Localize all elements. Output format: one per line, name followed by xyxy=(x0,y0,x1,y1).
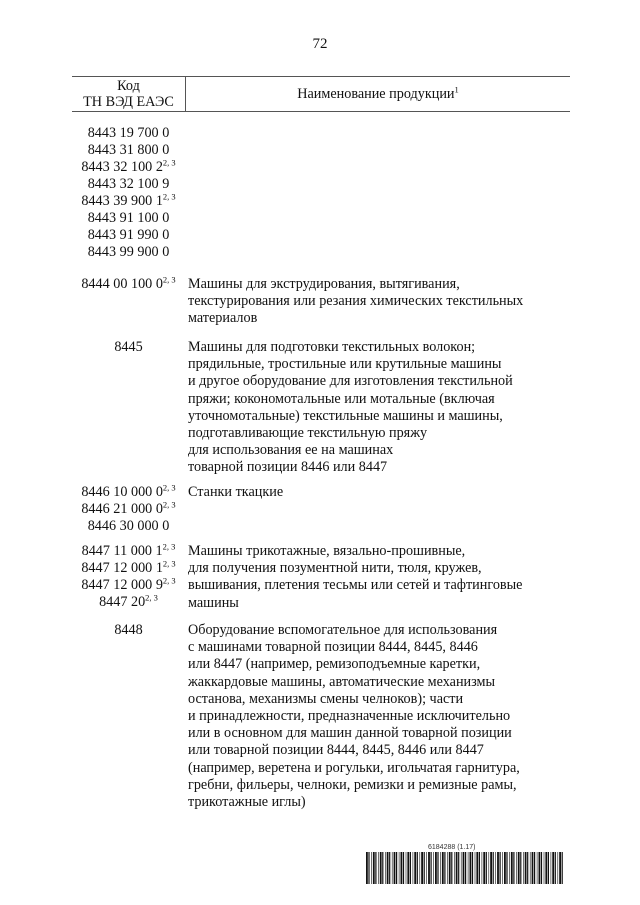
code-cell xyxy=(72,125,185,261)
header-name xyxy=(186,86,570,103)
barcode-bar xyxy=(449,852,451,884)
hs-code-text: 8445 xyxy=(114,339,143,355)
barcode-bar xyxy=(500,852,501,884)
hs-code-text: 8448 xyxy=(114,622,143,638)
hs-code-footnote: 2, 3 xyxy=(162,499,176,510)
description-line: уточномотальные) текстильные машины и машины, xyxy=(188,407,503,424)
barcode-bar xyxy=(493,852,494,884)
hs-code-text: 8443 91 100 0 xyxy=(87,210,170,226)
barcode-bar xyxy=(406,852,407,884)
hs-code-text: 8446 21 000 0 xyxy=(81,501,163,517)
description-line: с машинами товарной позиции 8444, 8445, 8446 xyxy=(188,639,478,656)
hs-code xyxy=(72,210,185,227)
barcode-bar xyxy=(558,852,559,884)
description-line: или 8447 (например, ремизоподъемные каретки, xyxy=(188,656,481,673)
description-line: вышивания, плетения тесьмы или сетей и тафтинговые xyxy=(188,577,523,594)
barcode-bar xyxy=(497,852,499,884)
description-line: Машины трикотажные, вязально-прошивные, xyxy=(188,543,466,559)
hs-code-text: 8443 19 700 0 xyxy=(87,125,170,141)
barcode-bar xyxy=(544,852,545,884)
barcode-bar xyxy=(366,852,368,884)
description-line: Оборудование вспомогательное для использования xyxy=(188,622,498,638)
barcode-bar xyxy=(530,852,531,884)
hs-code-text: 8447 11 000 1 xyxy=(81,543,163,559)
barcode-bar xyxy=(394,852,396,884)
code-cell xyxy=(72,339,185,356)
barcode-bar xyxy=(373,852,375,884)
hs-code-text: 8447 12 000 1 xyxy=(81,560,163,576)
description-line: для получения позументной нити, тюля, кружев, xyxy=(188,560,482,577)
hs-code-footnote: 2, 3 xyxy=(145,592,158,603)
barcode-bar xyxy=(465,852,466,884)
barcode-bar xyxy=(513,852,514,884)
barcode-bar xyxy=(532,852,534,884)
barcode-bar xyxy=(483,852,485,884)
product-description xyxy=(188,276,572,328)
description-line: и принадлежности, предназначенные исключительно xyxy=(188,708,511,725)
barcode xyxy=(366,852,566,884)
hs-code-text: 8444 00 100 0 xyxy=(81,276,163,292)
barcode-bar xyxy=(435,852,437,884)
hs-code-text: 8443 91 990 0 xyxy=(87,227,170,243)
barcode-bar xyxy=(504,852,506,884)
hs-code-footnote: 2, 3 xyxy=(162,157,176,168)
description-line: машины xyxy=(188,594,239,611)
hs-code-text: 8447 12 000 9 xyxy=(81,577,163,593)
hs-code-footnote: 2, 3 xyxy=(162,482,176,493)
hs-code-text: 8443 32 100 9 xyxy=(87,176,170,192)
description-line: жаккардовые машины, автоматические механизмы xyxy=(188,673,496,690)
description-line: текстурирования или резания химических текстильных xyxy=(188,293,524,310)
barcode-bar xyxy=(527,852,528,884)
hs-code xyxy=(72,518,185,535)
description-line: гребни, фильеры, челноки, ремизки и ремизные рамы, xyxy=(188,776,517,793)
barcode-bar xyxy=(537,852,538,884)
barcode-bar xyxy=(534,852,535,884)
barcode-bar xyxy=(476,852,478,884)
barcode-bar xyxy=(551,852,552,884)
hs-code-footnote: 2, 3 xyxy=(162,191,176,202)
barcode-bar xyxy=(472,852,473,884)
description-line: останова, механизмы смены челноков); части xyxy=(188,690,464,707)
barcode-bar xyxy=(525,852,527,884)
barcode-bar xyxy=(516,852,517,884)
code-cell xyxy=(72,276,185,293)
barcode-bar xyxy=(456,852,458,884)
barcode-bar xyxy=(442,852,444,884)
hs-code xyxy=(72,159,185,176)
barcode-bar xyxy=(440,852,441,884)
code-cell xyxy=(72,543,185,611)
barcode-bar xyxy=(511,852,513,884)
barcode-bar xyxy=(523,852,524,884)
barcode-bar xyxy=(444,852,445,884)
barcode-bar xyxy=(420,852,421,884)
barcode-bar xyxy=(426,852,427,884)
barcode-bar xyxy=(401,852,403,884)
product-description xyxy=(188,622,572,811)
barcode-bar xyxy=(541,852,542,884)
hs-code-footnote: 2, 3 xyxy=(162,541,176,552)
barcode-bar xyxy=(520,852,521,884)
barcode-bar xyxy=(548,852,549,884)
description-line: трикотажные иглы) xyxy=(188,794,306,811)
barcode-bar xyxy=(502,852,503,884)
barcode-bar xyxy=(407,852,409,884)
hs-code xyxy=(72,577,185,594)
barcode-bar xyxy=(489,852,490,884)
product-description xyxy=(188,339,572,477)
barcode-bar xyxy=(410,852,411,884)
page-number: 72 xyxy=(312,36,328,52)
barcode-bar xyxy=(403,852,404,884)
hs-code xyxy=(72,339,185,356)
hs-code xyxy=(72,125,185,142)
hs-code-footnote: 2, 3 xyxy=(162,575,176,586)
barcode-bar xyxy=(495,852,496,884)
barcode-bar xyxy=(458,852,459,884)
barcode-bar xyxy=(559,852,561,884)
hs-code-text: 8446 10 000 0 xyxy=(81,484,163,500)
barcode-bar xyxy=(454,852,455,884)
hs-code-text: 8443 32 100 2 xyxy=(81,159,163,175)
barcode-bar xyxy=(555,852,556,884)
barcode-bar xyxy=(417,852,418,884)
barcode-bar xyxy=(380,852,382,884)
barcode-bar xyxy=(490,852,492,884)
barcode-bar xyxy=(433,852,434,884)
barcode-bar xyxy=(414,852,416,884)
barcode-bar xyxy=(421,852,423,884)
description-line: или в основном для машин данной товарной позиции xyxy=(188,725,512,742)
hs-code-text: 8446 30 000 0 xyxy=(87,518,170,534)
serial-number: 6184288 (1.17) xyxy=(428,844,476,851)
barcode-bar xyxy=(447,852,448,884)
barcode-bar xyxy=(506,852,507,884)
description-line: Станки ткацкие xyxy=(188,484,284,500)
hs-code xyxy=(72,501,185,518)
code-cell xyxy=(72,484,185,535)
product-description xyxy=(188,543,572,612)
barcode-bar xyxy=(475,852,476,884)
barcode-bar xyxy=(539,852,541,884)
hs-code xyxy=(72,227,185,244)
barcode-bar xyxy=(437,852,438,884)
hs-code-text: 8443 31 800 0 xyxy=(87,142,170,158)
barcode-bar xyxy=(463,852,465,884)
barcode-bar xyxy=(470,852,472,884)
barcode-bar xyxy=(545,852,547,884)
description-line: пряжи; кокономотальные или мотальные (включая xyxy=(188,390,495,407)
barcode-bar xyxy=(468,852,469,884)
product-description xyxy=(188,484,572,501)
header-name-footnote: 1 xyxy=(454,84,459,95)
barcode-bar xyxy=(451,852,452,884)
hs-code-footnote: 2, 3 xyxy=(162,274,176,285)
barcode-bar xyxy=(368,852,369,884)
description-line: Машины для экструдирования, вытягивания, xyxy=(188,276,460,292)
description-line: для использования ее на машинах xyxy=(188,442,394,459)
barcode-bar xyxy=(375,852,376,884)
hs-code xyxy=(72,193,185,210)
barcode-bar xyxy=(399,852,400,884)
code-cell xyxy=(72,622,185,639)
hs-code xyxy=(72,622,185,639)
barcode-bar xyxy=(509,852,510,884)
header-code-line2: ТН ВЭД ЕАЭС xyxy=(83,94,174,110)
header-bottom-rule xyxy=(72,111,570,112)
barcode-bar xyxy=(385,852,386,884)
hs-code-text: 8443 99 900 0 xyxy=(87,244,170,260)
description-line: или товарной позиции 8444, 8445, 8446 или 8447 xyxy=(188,742,484,759)
description-line: прядильные, тростильные или крутильные машины xyxy=(188,356,502,373)
barcode-bar xyxy=(552,852,554,884)
description-line: и другое оборудование для изготовления текстильной xyxy=(188,373,513,390)
barcode-bar xyxy=(428,852,430,884)
barcode-bar xyxy=(479,852,480,884)
hs-code-footnote: 2, 3 xyxy=(162,558,176,569)
barcode-bar xyxy=(382,852,383,884)
barcode-bar xyxy=(562,852,563,884)
description-line: товарной позиции 8446 или 8447 xyxy=(188,459,388,476)
header-name-text: Наименование продукции xyxy=(297,86,455,102)
hs-code xyxy=(72,244,185,261)
hs-code xyxy=(72,276,185,293)
barcode-bar xyxy=(431,852,432,884)
barcode-bar xyxy=(392,852,393,884)
barcode-bar xyxy=(482,852,483,884)
description-line: Машины для подготовки текстильных волокон; xyxy=(188,339,476,355)
description-line: материалов xyxy=(188,310,258,327)
description-line: подготавливающие текстильную пряжу xyxy=(188,425,428,442)
barcode-bar xyxy=(413,852,414,884)
barcode-bar xyxy=(378,852,379,884)
barcode-bar xyxy=(518,852,520,884)
barcode-bar xyxy=(424,852,425,884)
barcode-bar xyxy=(389,852,390,884)
barcode-bar xyxy=(387,852,389,884)
barcode-bar xyxy=(461,852,462,884)
description-line: (например, веретена и рогульки, игольчатая гарнитура, xyxy=(188,759,520,776)
table-top-rule xyxy=(72,76,570,77)
barcode-bar xyxy=(396,852,397,884)
hs-code-text: 8443 39 900 1 xyxy=(81,193,163,209)
barcode-bar xyxy=(486,852,487,884)
barcode-bar xyxy=(371,852,372,884)
header-code-line1: Код xyxy=(117,78,140,94)
hs-code xyxy=(72,594,185,611)
hs-code-text: 8447 20 xyxy=(99,594,146,610)
header-code xyxy=(72,78,185,110)
